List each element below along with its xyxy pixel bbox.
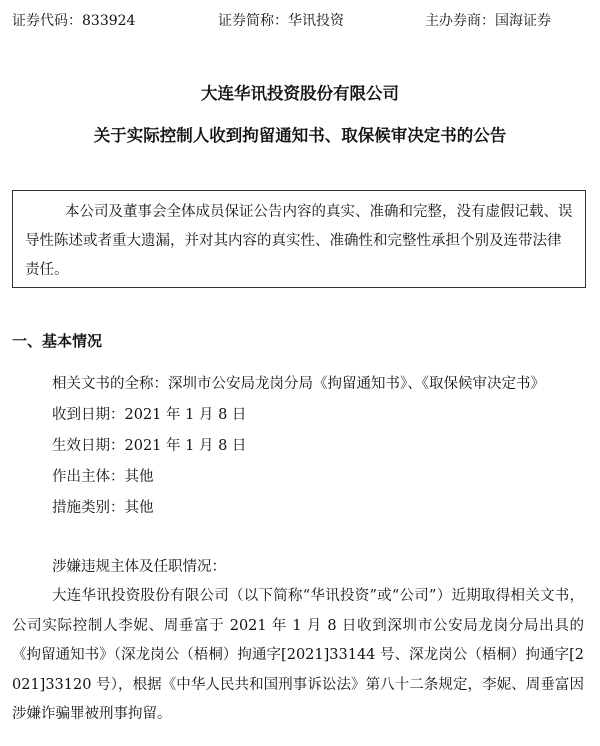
- header-security-code: 证券代码：833924: [12, 13, 136, 29]
- info-document-name: 相关文书的全称：深圳市公安局龙岗分局《拘留通知书》、《取保候审决定书》: [52, 376, 545, 392]
- info-received-date: 收到日期：2021 年 1 月 8 日: [52, 407, 247, 423]
- info-effective-date: 生效日期：2021 年 1 月 8 日: [52, 438, 247, 454]
- subheading-violation-subject: 涉嫌违规主体及任职情况：: [52, 559, 226, 575]
- header-security-abbr: 证券简称：华讯投资: [218, 13, 344, 29]
- info-measure-type: 措施类别：其他: [52, 500, 154, 516]
- header-broker: 主办券商：国海证券: [425, 13, 551, 29]
- announcement-title: 关于实际控制人收到拘留通知书、取保候审决定书的公告: [93, 126, 507, 145]
- disclaimer-text: 本公司及董事会全体成员保证公告内容的真实、准确和完整，没有虚假记载、误导性陈述或者重大遗漏，并对其内容的真实性、准确性和完整性承担个别及连带法律责任。: [25, 204, 573, 278]
- disclaimer-box: [12, 190, 586, 288]
- section-heading-basic-info: 一、基本情况: [12, 332, 103, 350]
- detail-paragraph: 大连华讯投资股份有限公司（以下简称“华讯投资”或“公司”）近期取得相关文书，公司实际控制人李妮、周垂富于 2021 年 1 月 8 日收到深圳市公安局龙岗分局出具的《拘留通知书》（深龙岗公（梧桐）拘通字[2021]33144 号、深龙岗公（梧桐）拘通字[2021]33120 号），根据《中华人民共和国刑事诉讼法》第八十二条规定，李妮、周垂富因涉嫌诈骗罪被刑事拘留。: [12, 588, 584, 722]
- info-issuer: 作出主体：其他: [52, 469, 154, 485]
- company-title: 大连华讯投资股份有限公司: [201, 84, 399, 103]
